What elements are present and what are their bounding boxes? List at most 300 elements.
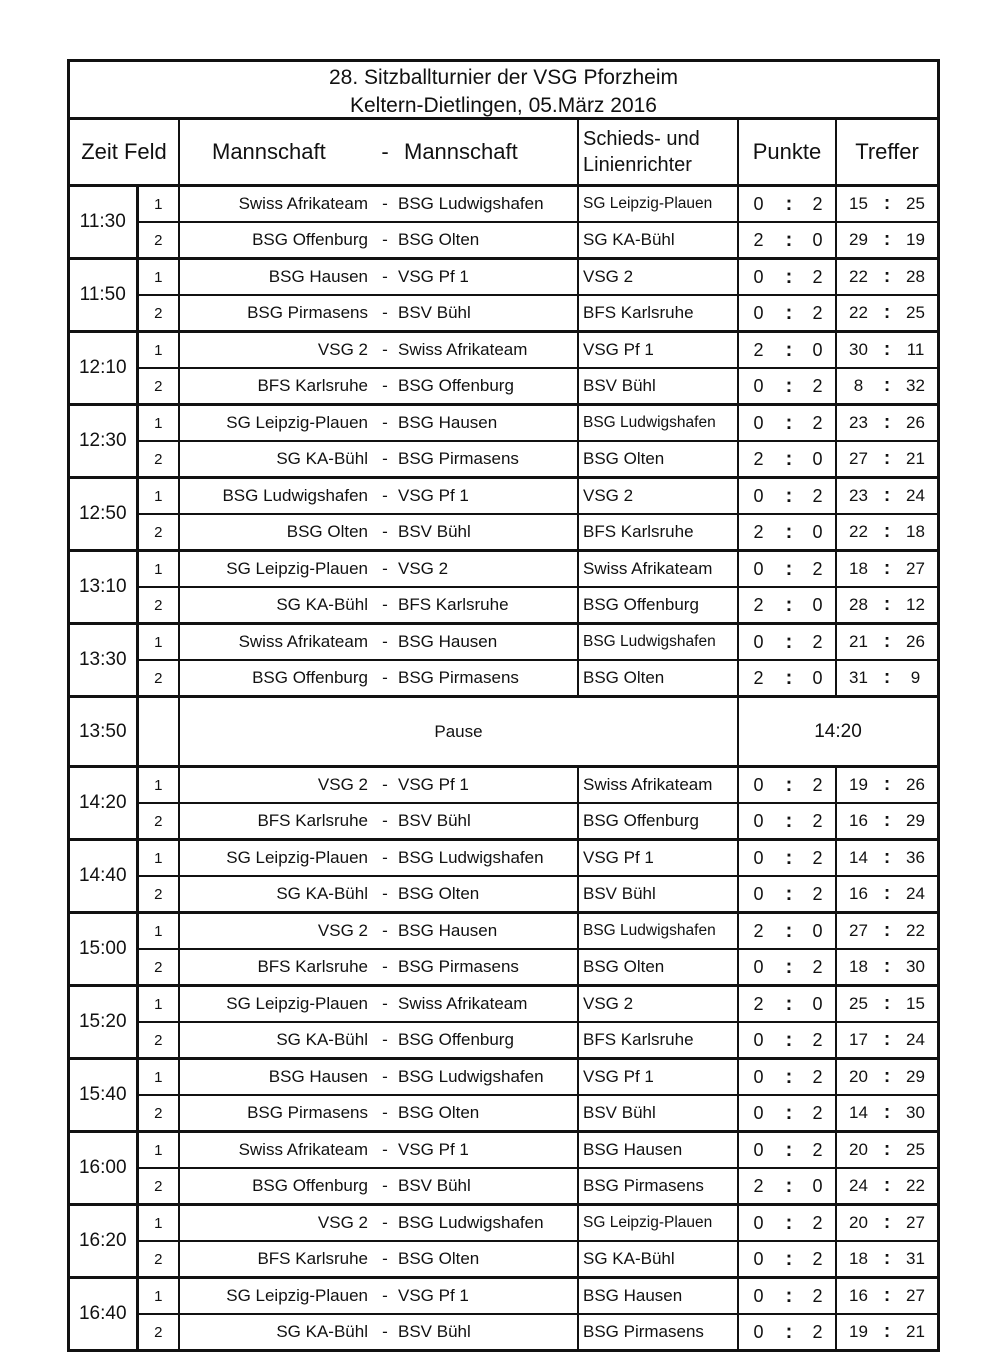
referee: VSG 2 bbox=[578, 478, 738, 515]
points-away: 2 bbox=[800, 551, 836, 588]
points-home: 0 bbox=[738, 1022, 778, 1059]
points-away: 0 bbox=[800, 332, 836, 369]
points-home: 0 bbox=[738, 295, 778, 332]
time-slot: 13:30 bbox=[70, 624, 137, 697]
goals-colon: : bbox=[880, 1205, 894, 1242]
points-colon: : bbox=[778, 913, 800, 950]
referee: Swiss Afrikateam bbox=[578, 767, 738, 804]
referee: BSG Pirmasens bbox=[578, 1314, 738, 1349]
goals-colon: : bbox=[880, 514, 894, 551]
referee: BSG Olten bbox=[578, 441, 738, 478]
goals-colon: : bbox=[880, 405, 894, 442]
points-away: 2 bbox=[800, 876, 836, 913]
match-dash: - bbox=[376, 986, 394, 1023]
goals-away: 21 bbox=[894, 441, 937, 478]
match-dash: - bbox=[376, 660, 394, 697]
sheet-title bbox=[70, 62, 937, 120]
goals-home: 19 bbox=[849, 1322, 868, 1341]
goals-home: 18 bbox=[836, 949, 880, 986]
goals-home: 28 bbox=[836, 587, 880, 624]
goals-colon: : bbox=[880, 949, 894, 986]
game-row bbox=[70, 551, 937, 588]
time-slot: 12:10 bbox=[70, 332, 137, 405]
points-colon: : bbox=[778, 441, 800, 478]
goals-away: 29 bbox=[894, 1059, 937, 1096]
field-number: 2 bbox=[137, 1168, 179, 1205]
goals-away: 31 bbox=[894, 1241, 937, 1278]
match-dash: - bbox=[376, 405, 394, 442]
referee: BSG Hausen bbox=[578, 1278, 738, 1315]
points-home: 0 bbox=[738, 1132, 778, 1169]
away-team: VSG Pf 1 bbox=[394, 767, 578, 804]
goals-home: 18 bbox=[836, 1241, 880, 1278]
schedule-table bbox=[70, 120, 937, 1349]
referee: VSG Pf 1 bbox=[578, 332, 738, 369]
field-number: 1 bbox=[137, 186, 179, 223]
referee: BSG Hausen bbox=[578, 1132, 738, 1169]
away-team: BFS Karlsruhe bbox=[394, 587, 578, 624]
away-team: BSV Bühl bbox=[394, 514, 578, 551]
points-colon: : bbox=[778, 186, 800, 223]
header-schieds-line-2: Linienrichter bbox=[583, 154, 692, 176]
goals-home: 23 bbox=[836, 405, 880, 442]
away-team: BSG Ludwigshafen bbox=[394, 840, 578, 877]
points-away: 0 bbox=[800, 660, 836, 697]
field-number: 2 bbox=[137, 514, 179, 551]
match-dash: - bbox=[382, 1322, 388, 1341]
referee: BSV Bühl bbox=[578, 876, 738, 913]
goals-colon: : bbox=[880, 186, 894, 223]
goals-colon: : bbox=[880, 478, 894, 515]
points-home: 0 bbox=[738, 186, 778, 223]
points-away: 2 bbox=[800, 259, 836, 296]
goals-home: 25 bbox=[836, 986, 880, 1023]
goals-colon: : bbox=[880, 1278, 894, 1315]
away-team: BSG Pirmasens bbox=[394, 660, 578, 697]
points-home: 2 bbox=[738, 986, 778, 1023]
points-home: 0 bbox=[738, 767, 778, 804]
home-team: BFS Karlsruhe bbox=[179, 803, 376, 840]
goals-home: 18 bbox=[836, 551, 880, 588]
time-slot: 12:30 bbox=[70, 405, 137, 478]
field-number: 2 bbox=[137, 1241, 179, 1278]
time-slot: 15:00 bbox=[70, 913, 137, 986]
header-mannschaft-b: Mannschaft bbox=[394, 120, 578, 186]
match-dash: - bbox=[376, 222, 394, 259]
points-home: 0 bbox=[738, 840, 778, 877]
points-colon: : bbox=[778, 1022, 800, 1059]
goals-colon: : bbox=[880, 1132, 894, 1169]
home-team: BSG Ludwigshafen bbox=[179, 478, 376, 515]
time-slot: 15:40 bbox=[70, 1059, 137, 1132]
points-away: 2 bbox=[800, 1059, 836, 1096]
away-team: BSG Ludwigshafen bbox=[394, 1205, 578, 1242]
home-team: SG Leipzig-Plauen bbox=[179, 986, 376, 1023]
game-row bbox=[70, 660, 937, 697]
referee: BSG Ludwigshafen bbox=[578, 624, 738, 661]
match-dash: - bbox=[376, 441, 394, 478]
points-colon: : bbox=[778, 405, 800, 442]
field-number: 1 bbox=[137, 259, 179, 296]
pause-row bbox=[70, 697, 937, 767]
home-team: BFS Karlsruhe bbox=[179, 1241, 376, 1278]
game-row bbox=[70, 913, 937, 950]
points-away: 0 bbox=[800, 1168, 836, 1205]
field-number: 1 bbox=[137, 551, 179, 588]
goals-colon: : bbox=[880, 587, 894, 624]
game-row bbox=[70, 368, 937, 405]
game-row bbox=[70, 259, 937, 296]
home-team: Swiss Afrikateam bbox=[179, 1132, 376, 1169]
goals-colon: : bbox=[880, 222, 894, 259]
game-row bbox=[70, 1278, 937, 1315]
away-team: VSG Pf 1 bbox=[394, 1132, 578, 1169]
home-team: BSG Olten bbox=[179, 514, 376, 551]
goals-colon: : bbox=[880, 767, 894, 804]
goals-home: 21 bbox=[836, 624, 880, 661]
game-row bbox=[70, 949, 937, 986]
field-number: 1 bbox=[137, 1132, 179, 1169]
pause-label: Pause bbox=[179, 697, 738, 767]
goals-colon: : bbox=[880, 660, 894, 697]
points-colon: : bbox=[778, 803, 800, 840]
referee: BFS Karlsruhe bbox=[578, 1022, 738, 1059]
goals-away: 27 bbox=[894, 551, 937, 588]
away-team: BSG Pirmasens bbox=[394, 441, 578, 478]
points-home: 2 bbox=[738, 514, 778, 551]
points-home: 0 bbox=[753, 1321, 764, 1342]
match-dash: - bbox=[376, 368, 394, 405]
header-zeit-feld: Zeit Feld bbox=[70, 120, 179, 186]
points-away: 2 bbox=[800, 803, 836, 840]
goals-away: 19 bbox=[894, 222, 937, 259]
points-away: 0 bbox=[800, 441, 836, 478]
away-team: BSG Pirmasens bbox=[394, 949, 578, 986]
away-team: BSG Ludwigshafen bbox=[394, 186, 578, 223]
points-home: 0 bbox=[738, 949, 778, 986]
match-dash: - bbox=[376, 876, 394, 913]
goals-away: 22 bbox=[894, 1168, 937, 1205]
goals-away: 36 bbox=[894, 840, 937, 877]
match-dash: - bbox=[376, 587, 394, 624]
title-line-2: Keltern-Dietlingen, 05.März 2016 bbox=[349, 94, 657, 117]
referee: VSG Pf 1 bbox=[578, 840, 738, 877]
goals-home: 20 bbox=[836, 1059, 880, 1096]
referee: BSG Pirmasens bbox=[578, 1168, 738, 1205]
away-team: BSV Bühl bbox=[394, 1168, 578, 1205]
match-dash: - bbox=[376, 803, 394, 840]
goals-colon: : bbox=[883, 1321, 891, 1342]
goals-home: 27 bbox=[836, 913, 880, 950]
goals-away: 27 bbox=[894, 1205, 937, 1242]
field-number: 2 bbox=[137, 876, 179, 913]
referee: BSG Ludwigshafen bbox=[578, 913, 738, 950]
goals-home: 22 bbox=[836, 514, 880, 551]
time-slot: 12:50 bbox=[70, 478, 137, 551]
points-colon: : bbox=[778, 368, 800, 405]
points-home: 0 bbox=[738, 478, 778, 515]
referee: VSG Pf 1 bbox=[578, 1059, 738, 1096]
goals-colon: : bbox=[880, 295, 894, 332]
away-team: BSG Offenburg bbox=[394, 368, 578, 405]
match-dash: - bbox=[376, 551, 394, 588]
header-punkte: Punkte bbox=[738, 120, 836, 186]
points-home: 0 bbox=[738, 551, 778, 588]
goals-home: 30 bbox=[836, 332, 880, 369]
points-away: 2 bbox=[800, 624, 836, 661]
away-team: BSG Olten bbox=[394, 1241, 578, 1278]
referee: BFS Karlsruhe bbox=[578, 295, 738, 332]
time-slot: 15:20 bbox=[70, 986, 137, 1059]
points-home: 0 bbox=[738, 803, 778, 840]
points-colon: : bbox=[778, 259, 800, 296]
field-number: 1 bbox=[137, 913, 179, 950]
game-row bbox=[70, 441, 937, 478]
goals-away: 25 bbox=[894, 186, 937, 223]
goals-away: 26 bbox=[894, 624, 937, 661]
points-colon: : bbox=[778, 1205, 800, 1242]
field-number: 2 bbox=[137, 441, 179, 478]
match-dash: - bbox=[376, 1059, 394, 1096]
away-team: VSG Pf 1 bbox=[394, 259, 578, 296]
goals-colon: : bbox=[880, 1022, 894, 1059]
game-row bbox=[70, 803, 937, 840]
game-row bbox=[70, 222, 937, 259]
points-home: 2 bbox=[738, 587, 778, 624]
home-team: BSG Offenburg bbox=[179, 1168, 376, 1205]
match-dash: - bbox=[376, 514, 394, 551]
points-away: 2 bbox=[800, 1022, 836, 1059]
time-slot: 16:00 bbox=[70, 1132, 137, 1205]
match-dash: - bbox=[376, 332, 394, 369]
referee: BSG Offenburg bbox=[578, 803, 738, 840]
game-row bbox=[70, 1241, 937, 1278]
goals-home: 17 bbox=[836, 1022, 880, 1059]
goals-away: 26 bbox=[894, 767, 937, 804]
points-home: 0 bbox=[738, 1241, 778, 1278]
home-team: VSG 2 bbox=[179, 332, 376, 369]
points-away: 0 bbox=[800, 913, 836, 950]
away-team: BSG Hausen bbox=[394, 405, 578, 442]
goals-colon: : bbox=[880, 259, 894, 296]
goals-colon: : bbox=[880, 876, 894, 913]
goals-home: 14 bbox=[836, 840, 880, 877]
field-number: 1 bbox=[137, 405, 179, 442]
points-away: 2 bbox=[800, 295, 836, 332]
goals-away: 28 bbox=[894, 259, 937, 296]
away-team: BSV Bühl bbox=[394, 1314, 578, 1349]
match-dash: - bbox=[376, 1205, 394, 1242]
home-team: SG KA-Bühl bbox=[276, 1322, 368, 1341]
points-colon: : bbox=[778, 876, 800, 913]
points-home: 2 bbox=[738, 441, 778, 478]
goals-home: 29 bbox=[836, 222, 880, 259]
game-row bbox=[70, 876, 937, 913]
header-mannschaft-a: Mannschaft bbox=[179, 120, 376, 186]
match-dash: - bbox=[376, 949, 394, 986]
referee: BSV Bühl bbox=[578, 1095, 738, 1132]
field-number: 1 bbox=[137, 624, 179, 661]
referee: Swiss Afrikateam bbox=[578, 551, 738, 588]
goals-colon: : bbox=[880, 332, 894, 369]
game-row bbox=[70, 587, 937, 624]
goals-colon: : bbox=[880, 1095, 894, 1132]
points-colon: : bbox=[778, 295, 800, 332]
goals-colon: : bbox=[880, 624, 894, 661]
points-colon: : bbox=[778, 1278, 800, 1315]
field-number: 2 bbox=[137, 1022, 179, 1059]
time-slot: 16:20 bbox=[70, 1205, 137, 1278]
away-team: BSG Olten bbox=[394, 876, 578, 913]
referee: BSV Bühl bbox=[578, 368, 738, 405]
field-number: 1 bbox=[137, 767, 179, 804]
game-row bbox=[70, 332, 937, 369]
tournament-sheet bbox=[67, 59, 940, 1352]
points-colon: : bbox=[785, 1320, 793, 1343]
game-row bbox=[70, 986, 937, 1023]
goals-home: 8 bbox=[836, 368, 880, 405]
home-team: BFS Karlsruhe bbox=[179, 949, 376, 986]
goals-away: 25 bbox=[894, 1132, 937, 1169]
game-row bbox=[70, 624, 937, 661]
pause-resume-time: 14:20 bbox=[738, 697, 937, 767]
points-away: 2 bbox=[800, 767, 836, 804]
points-home: 2 bbox=[738, 660, 778, 697]
goals-away: 12 bbox=[894, 587, 937, 624]
goals-away: 27 bbox=[894, 1278, 937, 1315]
game-row bbox=[70, 1168, 937, 1205]
game-row bbox=[70, 478, 937, 515]
away-team: VSG Pf 1 bbox=[394, 1278, 578, 1315]
away-team: BSG Offenburg bbox=[394, 1022, 578, 1059]
goals-away: 11 bbox=[894, 332, 937, 369]
goals-colon: : bbox=[880, 803, 894, 840]
goals-home: 27 bbox=[836, 441, 880, 478]
points-home: 0 bbox=[738, 259, 778, 296]
points-colon: : bbox=[778, 1168, 800, 1205]
points-away: 0 bbox=[800, 587, 836, 624]
header-schiedsrichter bbox=[578, 120, 738, 186]
match-dash: - bbox=[376, 295, 394, 332]
time-slot: 14:20 bbox=[70, 767, 137, 840]
game-row bbox=[70, 405, 937, 442]
points-home: 0 bbox=[738, 405, 778, 442]
referee: SG Leipzig-Plauen bbox=[578, 1205, 738, 1242]
home-team: BSG Offenburg bbox=[179, 222, 376, 259]
game-row bbox=[70, 1132, 937, 1169]
goals-home: 22 bbox=[836, 259, 880, 296]
goals-home: 16 bbox=[836, 876, 880, 913]
away-team: BSG Ludwigshafen bbox=[394, 1059, 578, 1096]
points-away: 2 bbox=[800, 1278, 836, 1315]
time-slot: 13:10 bbox=[70, 551, 137, 624]
referee: BSG Offenburg bbox=[578, 587, 738, 624]
points-away: 0 bbox=[800, 514, 836, 551]
goals-away: 18 bbox=[894, 514, 937, 551]
header-treffer: Treffer bbox=[836, 120, 937, 186]
points-colon: : bbox=[778, 624, 800, 661]
field-number: 2 bbox=[137, 222, 179, 259]
field-number: 2 bbox=[137, 587, 179, 624]
goals-away: 24 bbox=[894, 876, 937, 913]
goals-away: 24 bbox=[894, 1022, 937, 1059]
referee: VSG 2 bbox=[578, 986, 738, 1023]
away-team: VSG Pf 1 bbox=[394, 478, 578, 515]
home-team: SG KA-Bühl bbox=[179, 876, 376, 913]
time-slot: 11:30 bbox=[70, 186, 137, 259]
away-team: BSV Bühl bbox=[394, 803, 578, 840]
points-colon: : bbox=[778, 986, 800, 1023]
home-team: BSG Hausen bbox=[179, 259, 376, 296]
match-dash: - bbox=[376, 1241, 394, 1278]
away-team: Swiss Afrikateam bbox=[394, 332, 578, 369]
referee: SG KA-Bühl bbox=[578, 222, 738, 259]
goals-home: 15 bbox=[836, 186, 880, 223]
field-number: 2 bbox=[137, 949, 179, 986]
points-colon: : bbox=[778, 222, 800, 259]
match-dash: - bbox=[376, 1132, 394, 1169]
goals-home: 14 bbox=[836, 1095, 880, 1132]
match-dash: - bbox=[376, 840, 394, 877]
home-team: Swiss Afrikateam bbox=[179, 624, 376, 661]
goals-away: 32 bbox=[894, 368, 937, 405]
goals-colon: : bbox=[880, 1168, 894, 1205]
match-dash: - bbox=[376, 478, 394, 515]
referee: SG Leipzig-Plauen bbox=[578, 186, 738, 223]
field-number: 1 bbox=[137, 986, 179, 1023]
pause-time: 13:50 bbox=[70, 697, 137, 767]
goals-home: 20 bbox=[836, 1132, 880, 1169]
away-team: BSG Olten bbox=[394, 1095, 578, 1132]
points-colon: : bbox=[778, 660, 800, 697]
home-team: SG KA-Bühl bbox=[179, 441, 376, 478]
goals-home: 20 bbox=[836, 1205, 880, 1242]
points-away: 2 bbox=[800, 405, 836, 442]
away-team: BSV Bühl bbox=[394, 295, 578, 332]
game-row bbox=[70, 840, 937, 877]
pause-field-empty bbox=[137, 697, 179, 767]
referee: BSG Olten bbox=[578, 949, 738, 986]
points-colon: : bbox=[778, 767, 800, 804]
points-colon: : bbox=[778, 1241, 800, 1278]
field-number: 2 bbox=[137, 368, 179, 405]
referee: SG KA-Bühl bbox=[578, 1241, 738, 1278]
points-away: 2 bbox=[800, 1095, 836, 1132]
goals-away: 30 bbox=[894, 1095, 937, 1132]
referee: BSG Olten bbox=[578, 660, 738, 697]
game-row bbox=[70, 1022, 937, 1059]
goals-away: 25 bbox=[894, 295, 937, 332]
field-number: 2 bbox=[137, 803, 179, 840]
goals-away: 30 bbox=[894, 949, 937, 986]
points-colon: : bbox=[778, 514, 800, 551]
title-line-1: 28. Sitzballturnier der VSG Pforzheim bbox=[329, 66, 678, 89]
points-away: 2 bbox=[800, 949, 836, 986]
home-team: SG Leipzig-Plauen bbox=[179, 551, 376, 588]
goals-colon: : bbox=[880, 441, 894, 478]
match-dash: - bbox=[376, 913, 394, 950]
referee: BSG Ludwigshafen bbox=[578, 405, 738, 442]
header-dash: - bbox=[376, 120, 394, 186]
goals-home: 16 bbox=[836, 1278, 880, 1315]
time-slot: 11:50 bbox=[70, 259, 137, 332]
points-colon: : bbox=[778, 840, 800, 877]
points-home: 2 bbox=[738, 913, 778, 950]
points-away: 2 bbox=[800, 1132, 836, 1169]
home-team: Swiss Afrikateam bbox=[179, 186, 376, 223]
game-row bbox=[70, 1205, 937, 1242]
points-away: 2 bbox=[800, 186, 836, 223]
